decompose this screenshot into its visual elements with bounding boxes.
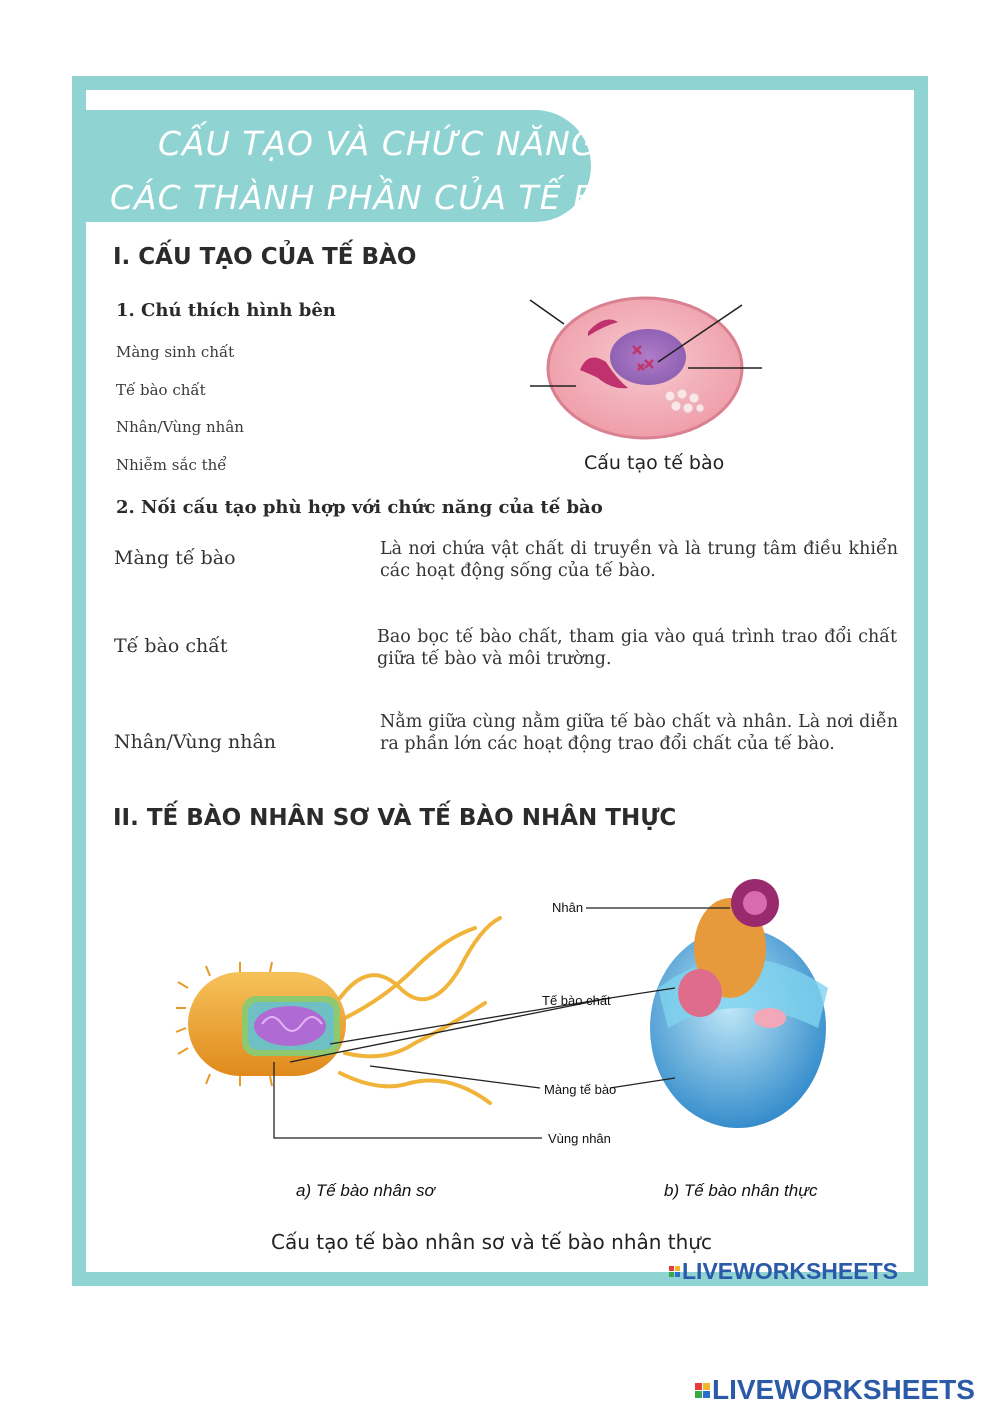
label-cytoplasm: Tế bào chất: [116, 381, 206, 399]
function-membrane-role[interactable]: Bao bọc tế bào chất, tham gia vào quá trình trao đổi chất giữa tế bào và môi trường.: [377, 627, 897, 669]
label-membrane: Màng sinh chất: [116, 343, 235, 361]
footer-brand-text: LIVEWORKSHEETS: [712, 1374, 975, 1405]
inner-brand-text: LIVEWORKSHEETS: [682, 1258, 898, 1284]
label-vung-nhan: Vùng nhân: [548, 1131, 611, 1146]
label-nucleus: Nhân/Vùng nhân: [116, 418, 244, 436]
prokaryote-nucleoid: [254, 1006, 326, 1046]
nucleus-shape: [610, 329, 686, 385]
part1-heading: 1. Chú thích hình bên: [116, 300, 336, 321]
section1-heading: I. CẤU TẠO CỦA TẾ BÀO: [113, 244, 417, 270]
title-line-2: CÁC THÀNH PHẦN CỦA TẾ BÀO: [110, 178, 648, 217]
cell-diagram: [520, 290, 780, 450]
cell-types-caption: Cấu tạo tế bào nhân sơ và tế bào nhân thực: [271, 1230, 712, 1254]
sub-caption-prokaryote: a) Tế bào nhân sơ: [296, 1181, 435, 1200]
structure-nucleus[interactable]: Nhân/Vùng nhân: [114, 731, 277, 753]
part2-heading: 2. Nối cấu tạo phù hợp với chức năng của tế bào: [116, 497, 603, 518]
section2-heading: II. TẾ BÀO NHÂN SƠ VÀ TẾ BÀO NHÂN THỰC: [113, 805, 677, 831]
sub-caption-eukaryote: b) Tế bào nhân thực: [664, 1181, 818, 1200]
liveworksheets-icon: [695, 1383, 710, 1398]
label-mang-te-bao: Màng tế bào: [544, 1082, 617, 1097]
liveworksheets-icon: [669, 1266, 680, 1277]
function-nucleus-role[interactable]: Là nơi chứa vật chất di truyền và là trung tâm điều khiển các hoạt động sống của tế bào.: [380, 539, 898, 581]
cell-types-figure: [170, 848, 830, 1220]
label-nhan: Nhân: [552, 900, 584, 915]
footer-brand-logo[interactable]: [695, 1374, 975, 1406]
structure-cytoplasm[interactable]: Tế bào chất: [114, 635, 228, 657]
inner-brand-logo[interactable]: [669, 1258, 898, 1285]
label-chromosome: Nhiễm sắc thể: [116, 456, 227, 474]
structure-membrane[interactable]: Màng tế bào: [114, 547, 236, 569]
eukaryote-golgi: [678, 969, 722, 1017]
flagella: [340, 918, 500, 1103]
label-te-bao-chat: Tế bào chất: [542, 993, 611, 1008]
cell-diagram-caption: Cấu tạo tế bào: [584, 452, 725, 474]
title-line-1: CẤU TẠO VÀ CHỨC NĂNG: [158, 124, 598, 163]
function-cytoplasm-role[interactable]: Nằm giữa cùng nằm giữa tế bào chất và nhân. Là nơi diễn ra phần lớn các hoạt động trao đổi chất của tế bào.: [380, 712, 898, 754]
